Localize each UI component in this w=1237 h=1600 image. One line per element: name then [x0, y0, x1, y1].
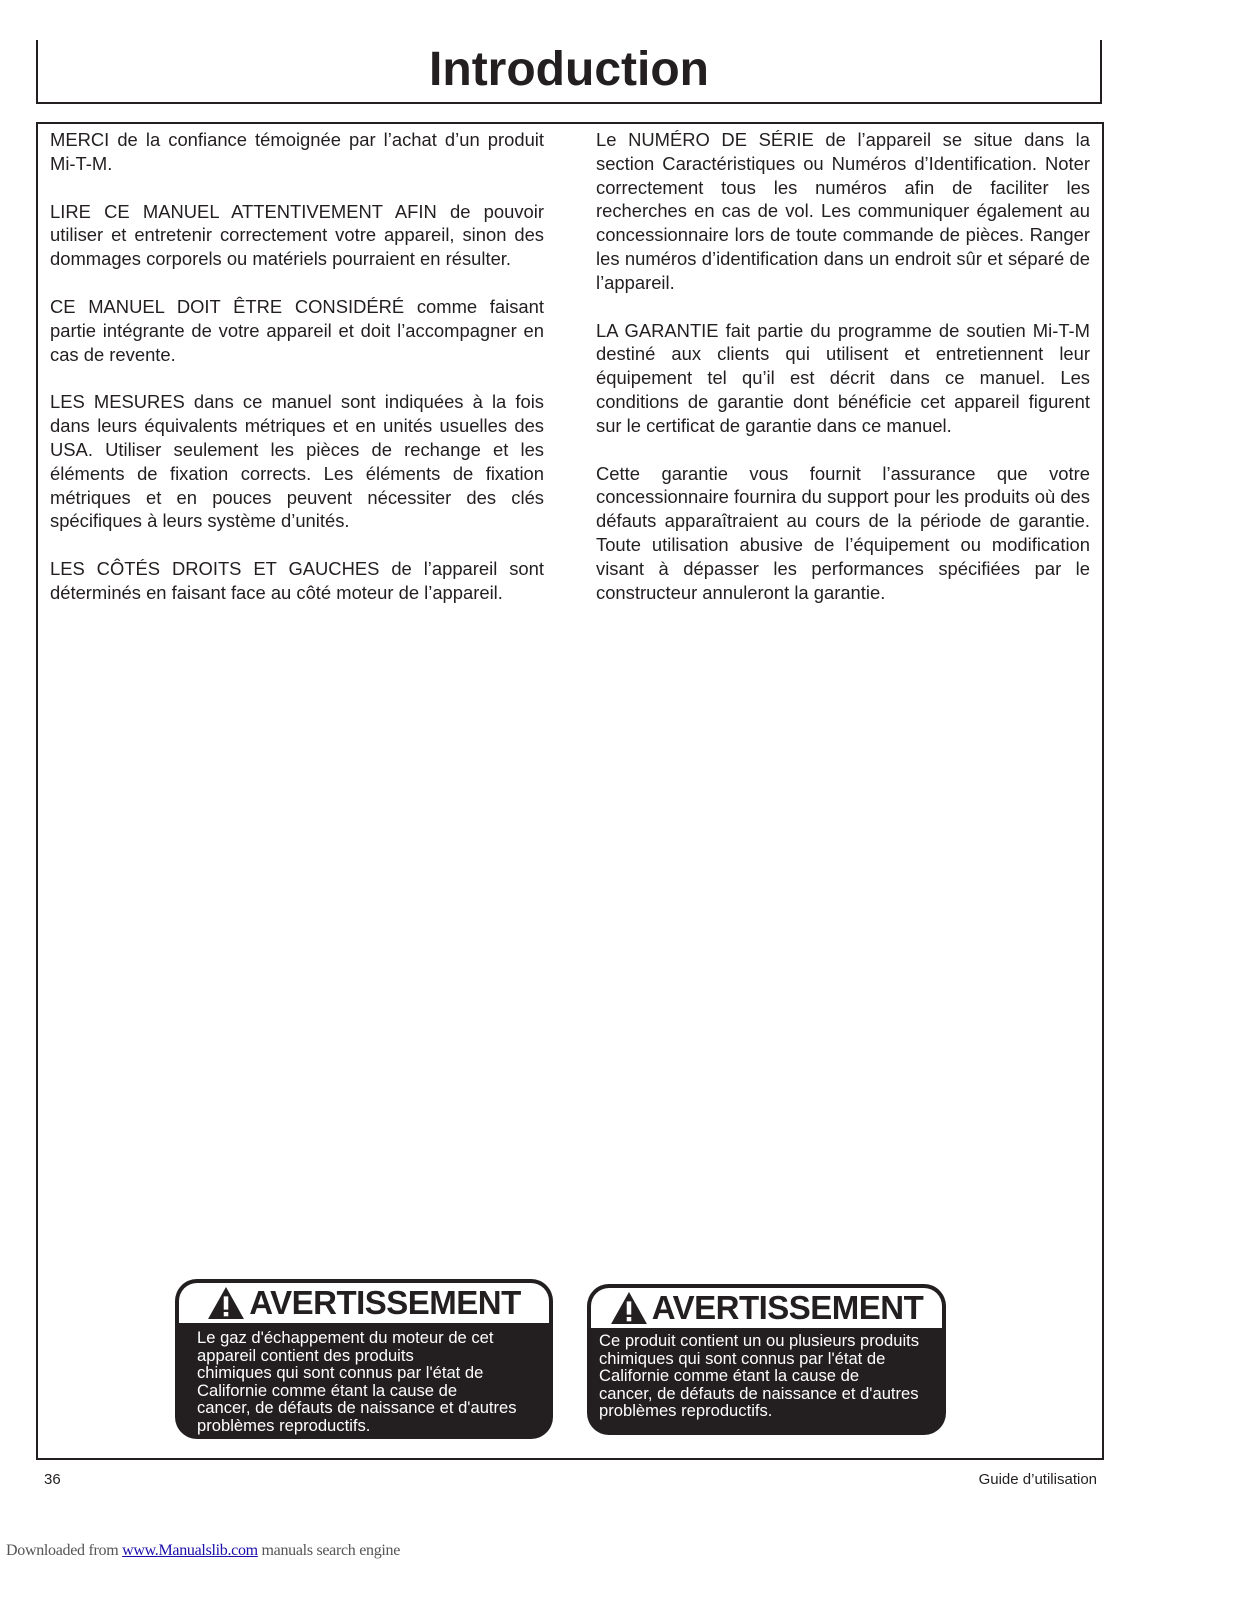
paragraph-assurance: Cette garantie vous fournit l’assurance que votre concessionnaire fournira du support pour les produits où des défauts apparaîtraient au cours de la période de garantie. Toute utilisation abusive de l’équipement ou modification visant à dépasser les performances spécifiées par le constructeur annuleront la garantie.: [596, 462, 1090, 603]
footer-guide-title: Guide d’utilisation: [978, 1471, 1097, 1488]
paragraph-mesures: LES MESURES dans ce manuel sont indiquées à la fois dans leurs équivalents métriques et en unités usuelles des USA. Utiliser seulement les pièces de rechange et les éléments de fixation corrects. Les éléments de fixation métriques et en pouces peuvent nécessiter des clés spécifiques à leurs système d’unités.: [50, 391, 544, 532]
warning-header: [591, 1288, 942, 1328]
warning-text: Le gaz d'échappement du moteur de cet appareil contient des produits chimiques qui sont connus par l'état de Californie comme étant la cause de cancer, de défauts de naissance et d'autres problèmes reproductifs.: [197, 1328, 517, 1435]
page-number: 36: [44, 1471, 61, 1488]
right-column: [596, 128, 1090, 628]
paragraph-cotes: LES CÔTÉS DROITS ET GAUCHES de l’appareil sont déterminés en faisant face au côté moteur de l’appareil.: [50, 558, 544, 603]
warning-title: AVERTISSEMENT: [651, 1289, 924, 1326]
warning-label-exhaust: [175, 1279, 553, 1439]
paragraph-numero-serie: Le NUMÉRO DE SÉRIE de l’appareil se situe dans la section Caractéristiques ou Numéros d’Identification. Noter correctement tous les numéros afin de faciliter les recherches en cas de vol. Les communiquer également au concessionnaire lors de toute commande de pièces. Ranger les numéros d’identification dans un endroit sûr et séparé de l’appareil.: [596, 129, 1090, 293]
warning-title: AVERTISSEMENT: [249, 1284, 521, 1321]
manualslib-link[interactable]: www.Manualslib.com: [122, 1542, 258, 1559]
download-prefix: Downloaded from: [6, 1542, 123, 1559]
left-column: [50, 128, 544, 629]
paragraph-merci: MERCI de la confiance témoignée par l’achat d’un produit Mi-T-M.: [50, 129, 544, 174]
paragraph-lire-manuel: LIRE CE MANUEL ATTENTIVEMENT AFIN de pouvoir utiliser et entretenir correctement votre appareil, sinon des dommages corporels ou matériels pourraient en résulter.: [50, 200, 544, 270]
download-banner: [6, 1542, 400, 1560]
warning-label-product: [587, 1284, 946, 1435]
paragraph-manuel-integrante: CE MANUEL DOIT ÊTRE CONSIDÉRÉ comme faisant partie intégrante de votre appareil et doit l’accompagner en cas de revente.: [50, 295, 544, 365]
paragraph-garantie: LA GARANTIE fait partie du programme de soutien Mi-T-M destiné aux clients qui utilisent et entretiennent leur équipement tel qu’il est décrit dans ce manuel. Les conditions de garantie dont bénéficie cet appareil figurent sur le certificat de garantie dans ce manuel.: [596, 319, 1090, 436]
warning-text: Ce produit contient un ou plusieurs produits chimiques qui sont connus par l'état de Californie comme étant la cause de cancer, de défauts de naissance et d'autres problèmes reproductifs.: [599, 1331, 920, 1421]
warning-triangle-icon: [610, 1291, 648, 1325]
warning-triangle-icon: [207, 1286, 245, 1320]
download-suffix: manuals search engine: [257, 1542, 401, 1559]
warning-header: [179, 1283, 549, 1323]
page-title: Introduction: [429, 43, 709, 96]
